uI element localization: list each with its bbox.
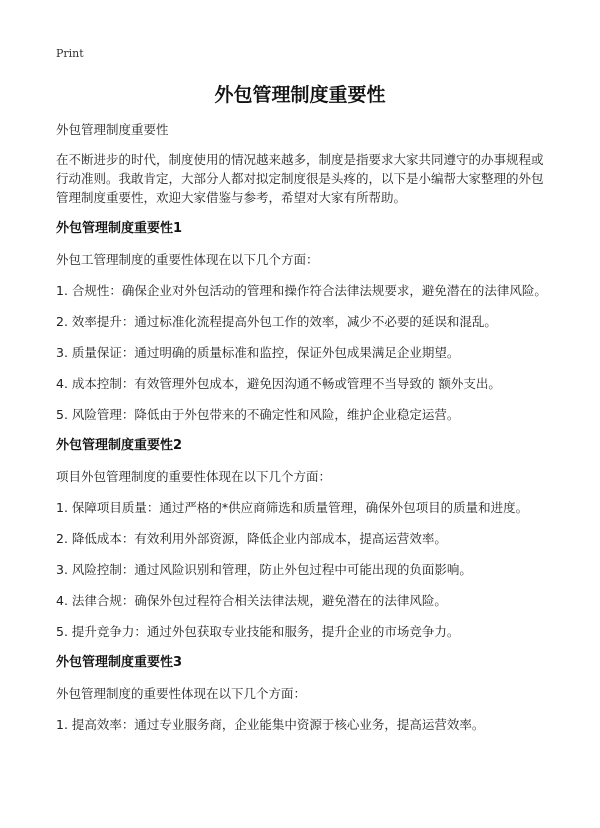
section-lead: 项目外包管理制度的重要性体现在以下几个方面： bbox=[56, 469, 332, 484]
subtitle: 外包管理制度重要性 bbox=[56, 122, 169, 137]
list-item: 1. 保障项目质量：通过严格的*供应商筛选和质量管理，确保外包项目的质量和进度。 bbox=[56, 500, 529, 515]
section-2 bbox=[56, 436, 550, 641]
print-label: Print bbox=[56, 47, 84, 60]
list-item: 5. 风险管理：降低由于外包带来的不确定性和风险，维护企业稳定运营。 bbox=[56, 407, 460, 422]
intro-paragraph: 在不断进步的时代，制度使用的情况越来越多，制度是指要求大家共同遵守的办事规程或行动准则。我敢肯定，大部分人都对拟定制度很是头疼的，以下是小编帮大家整理的外包管理制度重要性，欢迎大家借鉴与参考，希望对大家有所帮助。 bbox=[56, 152, 544, 205]
section-1 bbox=[56, 219, 550, 424]
section-lead: 外包工管理制度的重要性体现在以下几个方面： bbox=[56, 252, 319, 267]
section-lead: 外包管理制度的重要性体现在以下几个方面： bbox=[56, 686, 307, 701]
section-3 bbox=[56, 653, 550, 734]
list-item: 2. 效率提升：通过标准化流程提高外包工作的效率，减少不必要的延误和混乱。 bbox=[56, 314, 497, 329]
list-item: 4. 法律合规：确保外包过程符合相关法律法规，避免潜在的法律风险。 bbox=[56, 593, 447, 608]
list-item: 3. 质量保证：通过明确的质量标准和监控，保证外包成果满足企业期望。 bbox=[56, 345, 460, 360]
list-item: 4. 成本控制：有效管理外包成本，避免因沟通不畅或管理不当导致的 额外支出。 bbox=[56, 376, 501, 391]
section-heading: 外包管理制度重要性2 bbox=[56, 438, 183, 453]
list-item: 1. 合规性：确保企业对外包活动的管理和操作符合法律法规要求，避免潜在的法律风险。 bbox=[56, 283, 547, 298]
document-body bbox=[56, 120, 550, 746]
list-item: 1. 提高效率：通过专业服务商，企业能集中资源于核心业务，提高运营效率。 bbox=[56, 717, 485, 732]
list-item: 3. 风险控制：通过风险识别和管理，防止外包过程中可能出现的负面影响。 bbox=[56, 562, 472, 577]
page-title: 外包管理制度重要性 bbox=[214, 84, 386, 106]
section-heading: 外包管理制度重要性3 bbox=[56, 655, 183, 670]
list-item: 2. 降低成本：有效利用外部资源，降低企业内部成本，提高运营效率。 bbox=[56, 531, 447, 546]
section-heading: 外包管理制度重要性1 bbox=[56, 221, 183, 236]
list-item: 5. 提升竞争力：通过外包获取专业技能和服务，提升企业的市场竞争力。 bbox=[56, 624, 460, 639]
